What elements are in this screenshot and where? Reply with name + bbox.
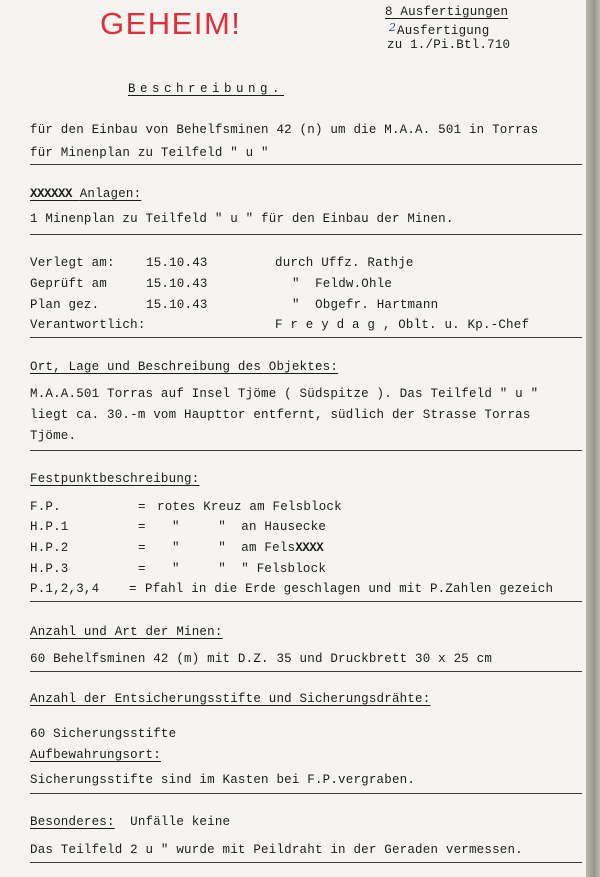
log-by: durch Uffz. Rathje [275,256,414,270]
storage-line: Sicherungsstifte sind im Kasten bei F.P.vergraben. [30,773,416,787]
divider [30,450,582,451]
log-by: " Feldw.Ohle [292,277,393,291]
document-title: Beschreibung. [128,82,285,96]
storage-heading: Aufbewahrungsort: [30,748,161,762]
divider [30,234,582,235]
log-label: Geprüft am [30,277,108,291]
divider [30,337,582,338]
attachments-heading: XXXXXX Anlagen: [30,187,142,201]
safety-heading: Anzahl der Entsicherungsstifte und Sicherungsdrähte: [30,692,431,706]
location-line-3: Tjöme. [30,429,77,443]
subject-line-1: für den Einbau von Behelfsminen 42 (n) um die M.A.A. 501 in Torras [30,123,539,137]
copies-count: 8 Ausfertigungen [385,5,509,19]
log-date: 15.10.43 [146,256,208,270]
divider [30,164,582,165]
divider [30,671,582,672]
subject-line-2: für Minenplan zu Teilfeld " u " [30,146,269,160]
page-edge [586,0,600,877]
copy-number: 2 [389,21,397,34]
responsible-label: Verantwortlich: [30,318,146,332]
safety-count: 60 Sicherungsstifte [30,727,177,741]
attachment-item: 1 Minenplan zu Teilfeld " u " für den Einbau der Minen. [30,212,454,226]
struck-text: XXXX [295,541,324,555]
log-label: Verlegt am: [30,256,115,270]
copy-word: Ausfertigung [397,24,490,38]
fixpoints-heading: Festpunktbeschreibung: [30,472,200,486]
log-label: Plan gez. [30,298,100,312]
fixpoint-eq: = [129,582,137,596]
location-line-2: liegt ca. 30.-m vom Haupttor entfernt, südlich der Strasse Torras [30,408,531,422]
special-line [30,815,230,829]
copy-addressee: zu 1./Pi.Btl.710 [387,38,511,52]
fixpoint-value: " " " Felsblock [172,562,327,576]
fixpoint-value: rotes Kreuz am Felsblock [157,500,342,514]
divider [30,793,582,794]
responsible-officer: F r e y d a g , Oblt. u. Kp.-Chef [275,318,530,332]
log-date: 15.10.43 [146,277,208,291]
fixpoint-eq: = [138,541,146,555]
divider [30,601,582,602]
secret-stamp: GEHEIM! [100,6,242,41]
fixpoint-key: F.P. [30,500,61,514]
special-heading: Besonderes: [30,815,115,829]
divider [30,862,582,863]
fixpoint-value: " " am FelsXXXX [172,541,324,555]
fixpoint-eq: = [138,520,146,534]
fixpoint-key: H.P.1 [30,520,69,534]
log-date: 15.10.43 [146,298,208,312]
struck-text: XXXXXX [30,187,73,201]
location-heading: Ort, Lage und Beschreibung des Objektes: [30,360,339,374]
fixpoint-key: P.1,2,3,4 [30,582,100,596]
fixpoint-key: H.P.2 [30,541,69,555]
fixpoint-eq: = [138,500,146,514]
fixpoint-eq: = [138,562,146,576]
mines-line: 60 Behelfsminen 42 (m) mit D.Z. 35 und Druckbrett 30 x 25 cm [30,652,493,666]
fixpoint-key: H.P.3 [30,562,69,576]
location-line-1: M.A.A.501 Torras auf Insel Tjöme ( Südspitze ). Das Teilfeld " u " [30,387,539,401]
fixpoint-value: " " an Hausecke [172,520,327,534]
mines-heading: Anzahl und Art der Minen: [30,625,223,639]
fixpoint-value: Pfahl in die Erde geschlagen und mit P.Zahlen gezeich [145,582,554,596]
special-note: Das Teilfeld 2 u " wurde mit Peildraht in der Geraden vermessen. [30,843,523,857]
log-by: " Obgefr. Hartmann [292,298,439,312]
special-value: Unfälle keine [130,815,231,829]
